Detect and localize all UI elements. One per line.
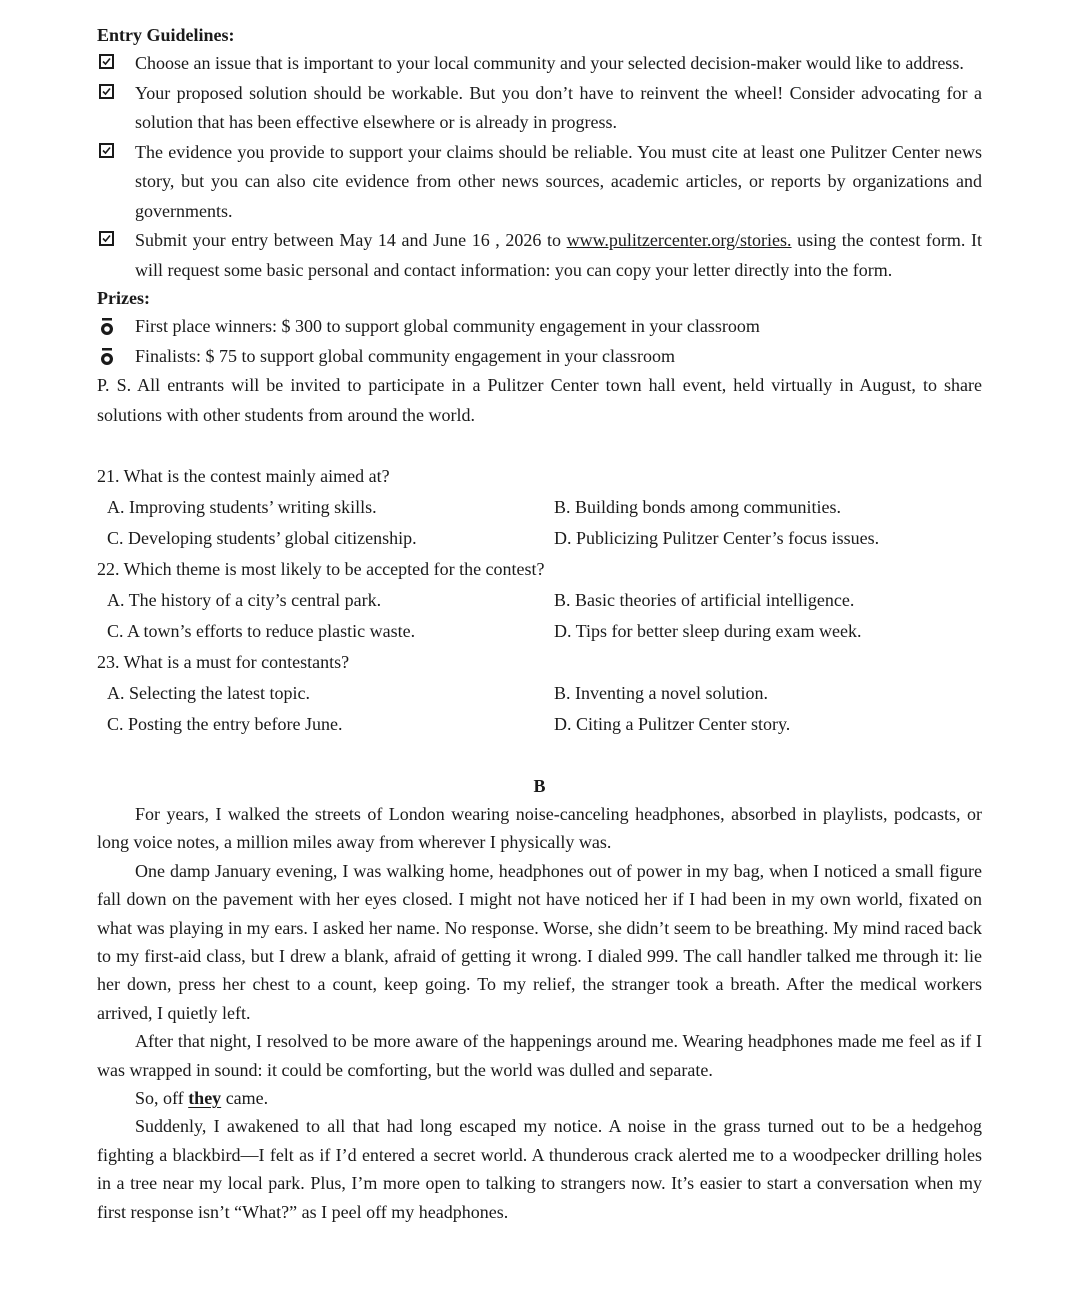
option-b[interactable]: B. Building bonds among communities.: [554, 497, 841, 517]
guideline-text: Choose an issue that is important to your local community and your selected decision-maker would like to address.: [135, 53, 964, 73]
option-d[interactable]: D. Citing a Pulitzer Center story.: [554, 714, 791, 734]
entry-guidelines-heading: Entry Guidelines:: [97, 25, 235, 45]
section-b-label: B: [533, 776, 546, 796]
option-a[interactable]: A. The history of a city’s central park.: [107, 590, 382, 610]
option-b[interactable]: B. Basic theories of artificial intelligence.: [554, 590, 855, 610]
prize-item: [97, 312, 982, 342]
postscript: P. S. All entrants will be invited to participate in a Pulitzer Center town hall event, held virtually in August, to share solutions with other students from around the world.: [97, 375, 982, 425]
question-stem: 21. What is the contest mainly aimed at?: [97, 466, 390, 486]
passage-paragraph: For years, I walked the streets of London wearing noise-canceling headphones, absorbed in playlists, podcasts, or long voice notes, a million miles away from wherever I physically was.: [97, 804, 982, 853]
passage-paragraph: One damp January evening, I was walking home, headphones out of power in my bag, when I noticed a small figure fall down on the pavement with her eyes closed. I might not have noticed her if I had been in my own world, fixated on what was playing in my ears. I asked her name. No response. Worse, she didn’t seem to be breathing. My mind raced back to my first-aid class, but I drew a blank, afraid of getting it wrong. I dialed 999. The call handler talked me through it: lie her down, press her chest to a count, keep going. To my relief, the stranger took a breath. After the medical workers arrived, I quietly left.: [97, 860, 982, 1023]
guideline-item: [97, 49, 982, 79]
option-a[interactable]: A. Selecting the latest topic.: [107, 683, 310, 703]
option-d[interactable]: D. Publicizing Pulitzer Center’s focus issues.: [554, 528, 880, 548]
option-c[interactable]: C. A town’s efforts to reduce plastic waste.: [107, 621, 416, 641]
passage-paragraph: Suddenly, I awakened to all that had long escaped my notice. A noise in the grass turned out to be a hedgehog fighting a blackbird—I felt as if I’d entered a secret world. A thunderous crack alerted me to a woodpecker drilling holes in a tree near my local park. Plus, I’m more open to talking to strangers now. It’s easier to start a conversation when my first response isn’t “What?” as I peel off my headphones.: [97, 1116, 982, 1222]
submit-text-after: using the contest form. It will request some basic personal and contact information: you can copy your letter directly into the form.: [135, 230, 982, 280]
short-para-before: So, off: [135, 1088, 189, 1109]
prizes-heading: Prizes:: [97, 288, 150, 308]
options-grid: [97, 678, 982, 740]
checkbox-checked-icon: [99, 54, 114, 69]
guideline-text: Your proposed solution should be workable. But you don’t have to reinvent the wheel! Consider advocating for a solution that has been effective elsewhere or is already in progress.: [135, 82, 982, 132]
option-d[interactable]: D. Tips for better sleep during exam week.: [554, 621, 862, 641]
option-c[interactable]: C. Posting the entry before June.: [107, 714, 343, 734]
medal-icon: [99, 318, 115, 336]
checkbox-checked-icon: [99, 143, 114, 158]
prize-item: [97, 342, 982, 372]
question-stem: 22. Which theme is most likely to be accepted for the contest?: [97, 559, 545, 579]
document-page: [97, 22, 982, 1226]
options-grid: [97, 492, 982, 554]
question-stem: 23. What is a must for contestants?: [97, 652, 350, 672]
medal-icon: [99, 348, 115, 366]
submit-text-before: Submit your entry between May 14 and June 16 , 2026 to: [135, 230, 567, 250]
checkbox-checked-icon: [99, 231, 114, 246]
option-b[interactable]: B. Inventing a novel solution.: [554, 683, 768, 703]
pulitzer-stories-link[interactable]: www.pulitzercenter.org/stories.: [566, 230, 792, 250]
passage-paragraph: After that night, I resolved to be more aware of the happenings around me. Wearing headphones made me feel as if I was wrapped in sound: it could be comforting, but the world was dulled and separate.: [97, 1031, 982, 1080]
guideline-item: [97, 79, 982, 138]
option-a[interactable]: A. Improving students’ writing skills.: [107, 497, 377, 517]
prize-text: Finalists: $ 75 to support global community engagement in your classroom: [135, 345, 675, 366]
short-para-after: came.: [221, 1088, 269, 1109]
guideline-text: The evidence you provide to support your claims should be reliable. You must cite at least one Pulitzer Center news story, but you can also cite evidence from other news sources, academic articles, or reports by organizations and governments.: [135, 141, 982, 221]
underlined-word: they: [188, 1088, 222, 1109]
prize-text: First place winners: $ 300 to support global community engagement in your classroom: [135, 316, 760, 336]
checkbox-checked-icon: [99, 84, 114, 99]
guideline-item: [97, 138, 982, 227]
option-c[interactable]: C. Developing students’ global citizenship.: [107, 528, 417, 548]
guideline-item-submit: [97, 226, 982, 285]
passage-paragraph-short: [97, 1084, 982, 1112]
options-grid: [97, 585, 982, 647]
